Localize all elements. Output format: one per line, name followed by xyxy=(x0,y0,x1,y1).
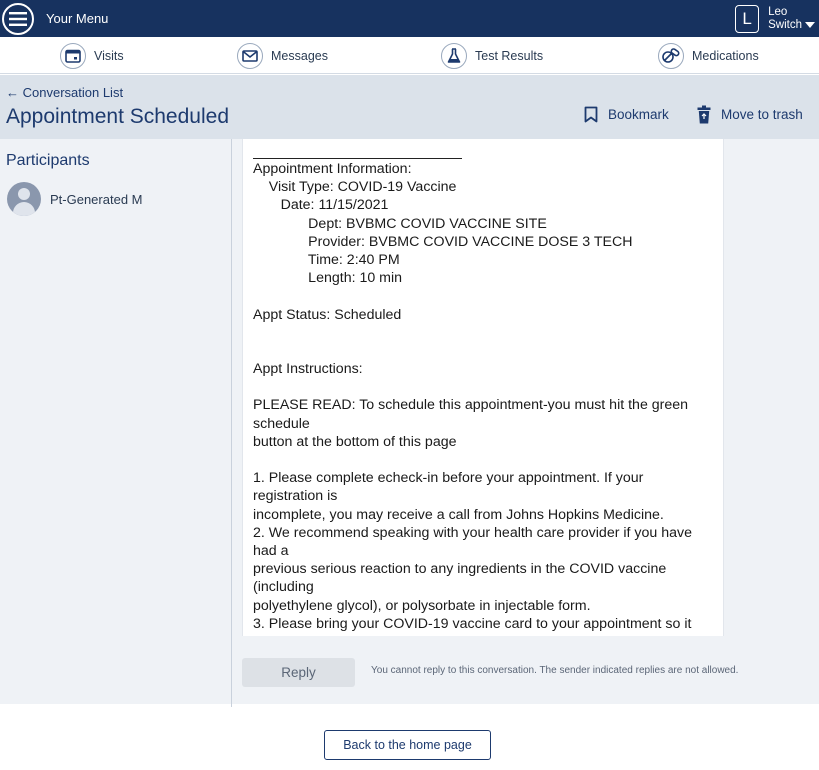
nav-label-messages: Messages xyxy=(271,48,328,63)
reply-disabled-note: You cannot reply to this conversation. The sender indicated replies are not allowed. xyxy=(371,665,739,676)
message-line: polyethylene glycol), or polysorbate in injectable form. xyxy=(253,597,591,614)
pills-icon xyxy=(658,43,684,69)
user-switch-button[interactable] xyxy=(735,0,815,37)
participant-item xyxy=(7,182,143,216)
message-line: Appt Status: Scheduled xyxy=(253,306,402,323)
message-line: 1. Please complete echeck-in before your appointment. If your xyxy=(253,470,644,487)
main-menu-button[interactable] xyxy=(0,0,108,37)
person-avatar-icon xyxy=(7,182,41,216)
trash-icon xyxy=(697,105,711,124)
message-line: Visit Type: COVID-19 Vaccine xyxy=(253,179,457,196)
user-info xyxy=(768,6,815,32)
caret-down-icon xyxy=(805,22,815,28)
message-line xyxy=(253,342,719,360)
user-name: Leo xyxy=(768,5,788,18)
participants-heading: Participants xyxy=(6,152,90,169)
message-line: Appointment Information: xyxy=(253,161,412,177)
activity-nav xyxy=(0,37,819,74)
message-line: button at the bottom of this page xyxy=(253,433,457,450)
trash-label: Move to trash xyxy=(721,107,803,122)
message-body[interactable] xyxy=(242,139,724,636)
message-line xyxy=(253,378,719,396)
nav-item-medications[interactable] xyxy=(658,37,759,74)
nav-item-messages[interactable] xyxy=(237,37,328,74)
hamburger-icon xyxy=(2,3,34,35)
nav-label-test-results: Test Results xyxy=(475,48,544,63)
message-text xyxy=(253,160,719,633)
reply-button[interactable]: Reply xyxy=(242,658,355,687)
user-avatar: L xyxy=(735,5,759,33)
conversation-list-link[interactable]: ← Conversation List xyxy=(6,85,124,100)
message-line: PLEASE READ: To schedule this appointment-you must hit the green xyxy=(253,397,689,414)
message-line: 3. Please bring your COVID-19 vaccine card to your appointment so it xyxy=(253,615,692,632)
conversation-header xyxy=(0,75,819,139)
message-line xyxy=(253,451,719,469)
message-line xyxy=(253,324,719,342)
message-line: had a xyxy=(253,542,289,559)
message-line: schedule xyxy=(253,415,310,432)
message-line: incomplete, you may receive a call from Johns Hopkins Medicine. xyxy=(253,506,664,523)
message-line: Date: 11/15/2021 xyxy=(253,197,389,214)
menu-label: Your Menu xyxy=(46,11,109,26)
move-to-trash-button[interactable] xyxy=(697,105,803,124)
calendar-icon xyxy=(60,43,86,69)
envelope-icon xyxy=(237,43,263,69)
bookmark-icon xyxy=(584,106,598,123)
flask-icon xyxy=(441,43,467,69)
message-line: 2. We recommend speaking with your health care provider if you have xyxy=(253,524,692,541)
message-line: registration is xyxy=(253,488,338,505)
back-to-home-button[interactable]: Back to the home page xyxy=(324,730,491,760)
message-line: Dept: BVBMC COVID VACCINE SITE xyxy=(253,215,547,232)
nav-item-test-results[interactable] xyxy=(441,37,543,74)
nav-item-visits[interactable] xyxy=(60,37,124,74)
message-line: Provider: BVBMC COVID VACCINE DOSE 3 TECH xyxy=(253,233,633,250)
message-line xyxy=(253,287,719,305)
column-divider xyxy=(231,139,232,707)
message-line: Appt Instructions: xyxy=(253,361,363,378)
message-line: (including xyxy=(253,579,314,596)
top-bar xyxy=(0,0,819,37)
message-line: previous serious reaction to any ingredients in the COVID vaccine xyxy=(253,561,667,578)
participant-name: Pt-Generated M xyxy=(50,191,143,207)
page-title: Appointment Scheduled xyxy=(6,105,229,128)
nav-label-visits: Visits xyxy=(94,48,124,63)
message-line: Length: 10 min xyxy=(253,270,403,287)
bookmark-label: Bookmark xyxy=(608,107,669,122)
message-rule xyxy=(253,158,462,159)
message-line: Time: 2:40 PM xyxy=(253,251,400,268)
bookmark-button[interactable] xyxy=(584,106,669,123)
nav-label-medications: Medications xyxy=(692,48,759,63)
switch-label: Switch xyxy=(768,18,802,31)
